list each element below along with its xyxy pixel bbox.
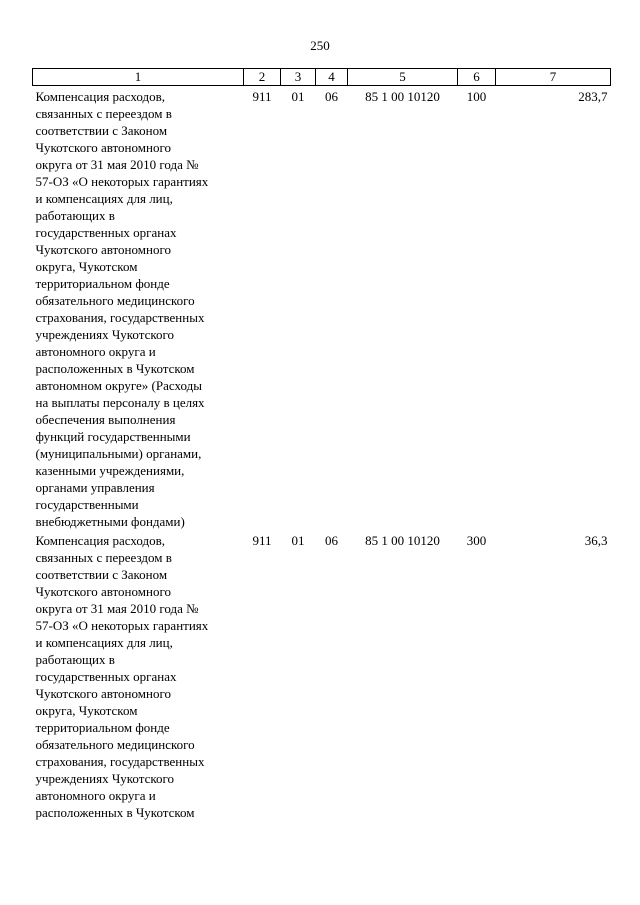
description-line: связанных с переездом в	[35, 550, 172, 565]
table-body	[33, 86, 611, 822]
description-line: государственных органах	[35, 669, 177, 684]
subsection-code: 06	[325, 533, 338, 548]
description-line: и компенсациях для лиц,	[35, 191, 173, 206]
description-line: обязательного медицинского	[35, 737, 195, 752]
description-line: территориальном фонде	[35, 720, 170, 735]
description-line: государственных органах	[35, 225, 177, 240]
description-line: связанных с переездом в	[35, 106, 172, 121]
description-line: страхования, государственных	[35, 310, 205, 325]
header-col-2: 2	[244, 69, 281, 86]
header-col-5: 5	[348, 69, 458, 86]
header-col-1: 1	[33, 69, 244, 86]
description-line: внебюджетными фондами)	[35, 514, 185, 529]
row-description	[33, 530, 244, 821]
row-description	[33, 86, 244, 531]
description-line: Чукотского автономного	[35, 584, 171, 599]
description-line: округа, Чукотском	[35, 703, 138, 718]
header-col-7: 7	[496, 69, 611, 86]
description-line: 57-ОЗ «О некоторых гарантиях	[35, 174, 209, 189]
description-line: обязательного медицинского	[35, 293, 195, 308]
description-line: Компенсация расходов,	[35, 89, 166, 104]
description-line: соответствии с Законом	[35, 567, 168, 582]
header-col-4: 4	[316, 69, 348, 86]
description-line: учреждениях Чукотского	[35, 771, 175, 786]
section-code: 01	[291, 89, 305, 104]
description-line: территориальном фонде	[35, 276, 170, 291]
header-row	[33, 69, 611, 86]
description-line: (муниципальными) органами,	[35, 446, 202, 461]
section-code: 01	[291, 533, 305, 548]
amount: 283,7	[578, 89, 608, 104]
description-line: учреждениях Чукотского	[35, 327, 175, 342]
description-line: Компенсация расходов,	[35, 533, 166, 548]
description-line: округа от 31 мая 2010 года №	[35, 157, 199, 172]
description-line: расположенных в Чукотском	[35, 361, 195, 376]
description-line: обеспечения выполнения	[35, 412, 176, 427]
description-line: расположенных в Чукотском	[35, 805, 195, 820]
description-line: Чукотского автономного	[35, 140, 171, 155]
target-code: 85 1 00 10120	[365, 533, 440, 548]
target-code: 85 1 00 10120	[365, 89, 440, 104]
ministry-code: 911	[252, 89, 272, 104]
expense-type-code: 100	[466, 89, 487, 104]
ministry-code: 911	[252, 533, 272, 548]
description-line: автономном округе» (Расходы	[35, 378, 202, 393]
description-line: страхования, государственных	[35, 754, 205, 769]
description-line: функций государственными	[35, 429, 191, 444]
expense-type-code: 300	[466, 533, 487, 548]
description-line: округа от 31 мая 2010 года №	[35, 601, 199, 616]
budget-table	[32, 68, 611, 821]
description-line: казенными учреждениями,	[35, 463, 185, 478]
description-line: 57-ОЗ «О некоторых гарантиях	[35, 618, 209, 633]
description-line: Чукотского автономного	[35, 686, 171, 701]
page-number: 250	[310, 38, 330, 53]
description-line: государственными	[35, 497, 139, 512]
description-line: округа, Чукотском	[35, 259, 138, 274]
description-line: работающих в	[35, 652, 115, 667]
description-line: автономного округа и	[35, 344, 156, 359]
description-line: органами управления	[35, 480, 155, 495]
description-line: автономного округа и	[35, 788, 156, 803]
table-row	[33, 86, 611, 531]
amount: 36,3	[584, 533, 608, 548]
description-line: и компенсациях для лиц,	[35, 635, 173, 650]
table-header	[33, 69, 611, 86]
subsection-code: 06	[325, 89, 338, 104]
description-line: Чукотского автономного	[35, 242, 171, 257]
description-line: соответствии с Законом	[35, 123, 168, 138]
header-col-3: 3	[281, 69, 316, 86]
description-line: на выплаты персоналу в целях	[35, 395, 205, 410]
description-line: работающих в	[35, 208, 115, 223]
header-col-6: 6	[458, 69, 496, 86]
table-row	[33, 530, 611, 821]
